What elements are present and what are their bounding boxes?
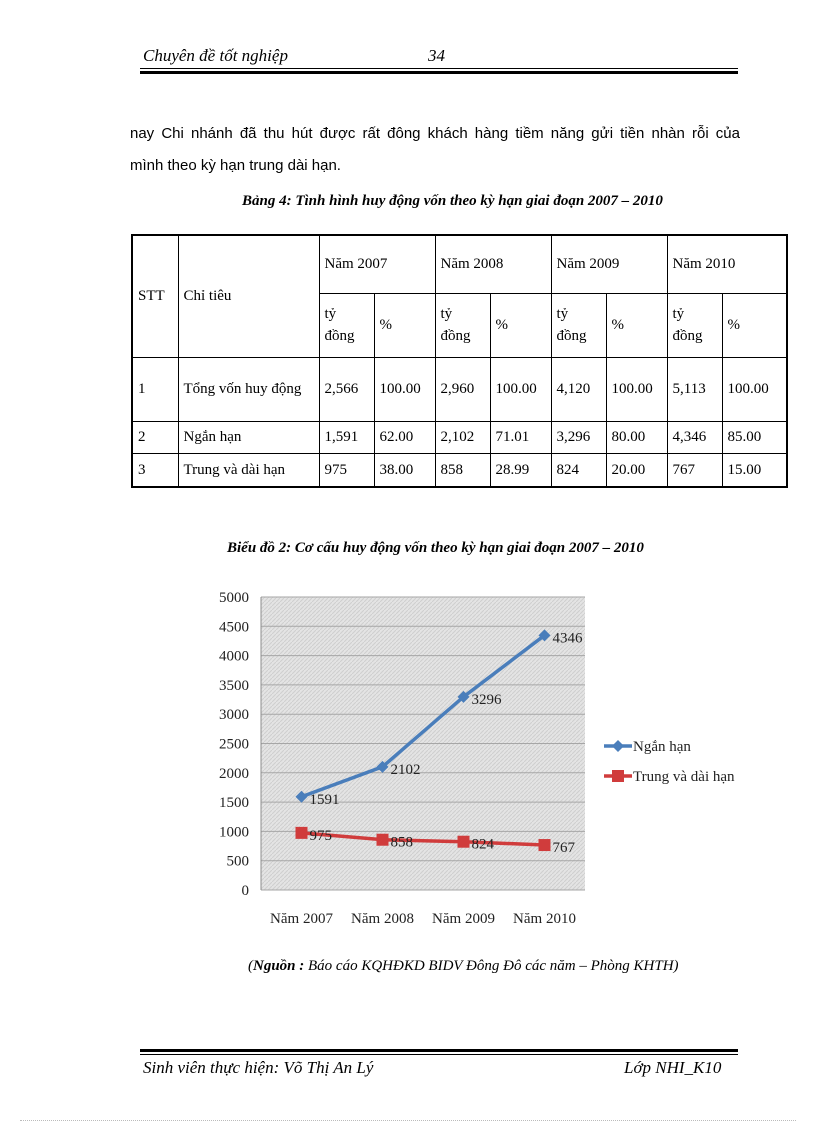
header-year: Năm 2009 <box>551 235 667 293</box>
x-tick-label: Năm 2009 <box>432 911 495 927</box>
body-paragraph <box>130 118 740 182</box>
cell-value: 2,960 <box>435 357 490 421</box>
x-tick-label: Năm 2007 <box>270 911 333 927</box>
cell-value: 824 <box>551 453 606 487</box>
series-point <box>458 836 470 848</box>
source-text: Báo cáo KQHĐKD BIDV Đông Đô các năm – Phòng KHTH <box>304 958 674 974</box>
cell-value: 100.00 <box>374 357 435 421</box>
y-tick-label: 5000 <box>219 590 249 606</box>
y-tick-label: 2000 <box>219 765 249 782</box>
data-label: 975 <box>309 827 332 844</box>
cell-value: 100.00 <box>606 357 667 421</box>
cell-value: 1,591 <box>319 421 374 453</box>
cell-label: Ngắn hạn <box>178 421 319 453</box>
data-label: 767 <box>552 840 575 857</box>
cell-value: 858 <box>435 453 490 487</box>
y-tick-label: 3500 <box>219 677 249 694</box>
cell-value: 100.00 <box>722 357 787 421</box>
cell-value: 5,113 <box>667 357 722 421</box>
header-unit-pct: % <box>374 293 435 357</box>
legend-marker <box>612 770 624 782</box>
table-row <box>132 453 787 487</box>
funding-table <box>131 234 788 488</box>
data-label: 1591 <box>309 791 340 808</box>
cell-value: 71.01 <box>490 421 551 453</box>
data-label: 4346 <box>552 630 583 647</box>
source-prefix: ( <box>248 958 253 974</box>
footer-author: Sinh viên thực hiện: Võ Thị An Lý <box>143 1058 374 1077</box>
page-number: 34 <box>428 46 445 65</box>
footer-rule-thin <box>140 1054 738 1055</box>
source-label: Nguồn : <box>253 958 305 974</box>
footer-rule-thick <box>140 1049 738 1052</box>
series-point <box>539 839 551 851</box>
header-year: Năm 2008 <box>435 235 551 293</box>
header-unit-pct: % <box>490 293 551 357</box>
source-note <box>248 958 679 975</box>
cell-value: 2,102 <box>435 421 490 453</box>
data-label: 2102 <box>390 761 421 778</box>
header-year: Năm 2010 <box>667 235 787 293</box>
cell-value: 38.00 <box>374 453 435 487</box>
cell-value: 20.00 <box>606 453 667 487</box>
cell-value: 15.00 <box>722 453 787 487</box>
y-tick-label: 1500 <box>219 795 249 812</box>
cell-value: 80.00 <box>606 421 667 453</box>
legend-label: Trung và dài hạn <box>633 769 735 785</box>
chart-caption: Biểu đồ 2: Cơ cấu huy động vốn theo kỳ hạn giai đoạn 2007 – 2010 <box>227 540 644 556</box>
cell-value: 767 <box>667 453 722 487</box>
header-rule-thick <box>140 71 738 74</box>
cell-stt: 3 <box>132 453 178 487</box>
data-label: 824 <box>471 836 494 853</box>
y-tick-label: 3000 <box>219 707 249 724</box>
cell-label: Tổng vốn huy động <box>178 357 319 421</box>
cell-value: 3,296 <box>551 421 606 453</box>
y-tick-label: 1000 <box>219 824 249 841</box>
legend-label: Ngắn hạn <box>633 739 691 755</box>
y-tick-label: 4000 <box>219 648 249 665</box>
cell-value: 4,346 <box>667 421 722 453</box>
cell-value: 62.00 <box>374 421 435 453</box>
y-tick-label: 2500 <box>219 736 249 753</box>
paragraph-line: mình theo kỳ hạn trung dài hạn. <box>130 157 341 174</box>
cell-stt: 2 <box>132 421 178 453</box>
header-unit-pct: % <box>606 293 667 357</box>
header-stt: STT <box>132 235 178 357</box>
cell-value: 100.00 <box>490 357 551 421</box>
cell-stt: 1 <box>132 357 178 421</box>
x-tick-label: Năm 2008 <box>351 911 414 927</box>
data-label: 3296 <box>471 691 502 708</box>
line-chart <box>200 582 770 932</box>
header-unit-value: tỷ đồng <box>319 293 374 357</box>
header-title: Chuyên đề tốt nghiệp <box>143 46 288 65</box>
header-year: Năm 2007 <box>319 235 435 293</box>
cell-value: 28.99 <box>490 453 551 487</box>
y-tick-label: 500 <box>226 853 249 870</box>
source-suffix: ) <box>673 958 679 974</box>
header-rule-thin <box>140 68 738 69</box>
page-edge-dotted-line <box>20 1120 796 1121</box>
footer-class: Lớp NHI_K10 <box>624 1058 722 1077</box>
cell-value: 2,566 <box>319 357 374 421</box>
series-point <box>377 834 389 846</box>
table-caption: Bảng 4: Tình hình huy động vốn theo kỳ hạn giai đoạn 2007 – 2010 <box>242 193 663 209</box>
table-row <box>132 421 787 453</box>
paragraph-line: nay Chi nhánh đã thu hút được rất đông khách hàng tiềm năng gửi tiền nhàn rỗi của <box>130 125 740 142</box>
x-tick-label: Năm 2010 <box>513 911 576 927</box>
cell-label: Trung và dài hạn <box>178 453 319 487</box>
cell-value: 975 <box>319 453 374 487</box>
y-tick-label: 4500 <box>219 619 249 636</box>
header-chi-tieu: Chỉ tiêu <box>178 235 319 357</box>
table-row <box>132 357 787 421</box>
header-unit-value: tỷ đồng <box>667 293 722 357</box>
legend-marker <box>612 740 624 752</box>
y-tick-label: 0 <box>241 883 249 899</box>
cell-value: 4,120 <box>551 357 606 421</box>
header-unit-value: tỷ đồng <box>435 293 490 357</box>
data-label: 858 <box>390 834 413 851</box>
series-point <box>296 827 308 839</box>
cell-value: 85.00 <box>722 421 787 453</box>
header-unit-value: tỷ đồng <box>551 293 606 357</box>
header-unit-pct: % <box>722 293 787 357</box>
